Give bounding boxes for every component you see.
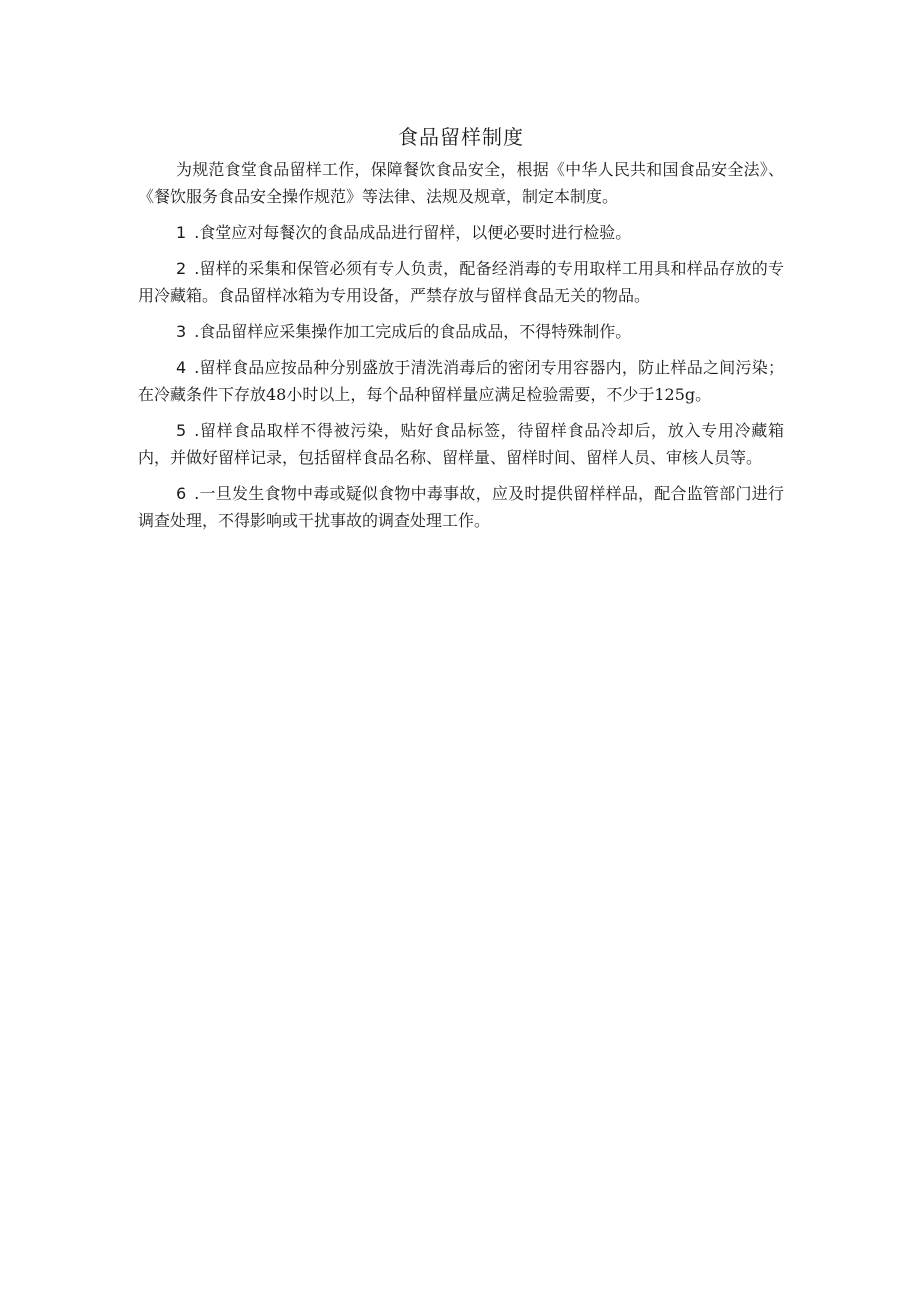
rule-number: 4	[176, 358, 187, 377]
rule-text: .留样的采集和保管必须有专人负责，配备经消毒的专用取样工用具和样品存放的专用冷藏箱。食品留样冰箱为专用设备，严禁存放与留样食品无关的物品。	[138, 259, 784, 305]
rule-item-6	[138, 480, 784, 534]
rule-number: 5	[176, 421, 187, 440]
rule-item-1	[138, 219, 784, 246]
rule-item-5	[138, 417, 784, 471]
document-page	[138, 0, 784, 543]
rule-text: .留样食品取样不得被污染，贴好食品标签，待留样食品冷却后，放入专用冷藏箱内，并做好留样记录，包括留样食品名称、留样量、留样时间、留样人员、审核人员等。	[138, 421, 784, 467]
rule-item-2	[138, 255, 784, 309]
document-body	[138, 156, 784, 534]
intro-paragraph: 为规范食堂食品留样工作，保障餐饮食品安全，根据《中华人民共和国食品安全法》、《餐饮服务食品安全操作规范》等法律、法规及规章，制定本制度。	[138, 160, 784, 206]
rule-item-3	[138, 318, 784, 345]
rule-number: 2	[176, 259, 187, 278]
rule-text: .食品留样应采集操作加工完成后的食品成品，不得特殊制作。	[194, 322, 632, 341]
rule-text: .留样食品应按品种分别盛放于清洗消毒后的密闭专用容器内，防止样品之间污染；在冷藏条件下存放48小时以上，每个品种留样量应满足检验需要，不少于125g。	[138, 358, 784, 404]
rule-number: 3	[176, 322, 187, 341]
rule-text: .一旦发生食物中毒或疑似食物中毒事故，应及时提供留样样品，配合监管部门进行调查处理，不得影响或干扰事故的调查处理工作。	[138, 484, 784, 530]
document-title: 食品留样制度	[398, 125, 524, 149]
rule-item-4	[138, 354, 784, 408]
rule-number: 6	[176, 484, 187, 503]
rule-text: .食堂应对每餐次的食品成品进行留样，以便必要时进行检验。	[194, 223, 632, 242]
rule-number: 1	[176, 223, 187, 242]
